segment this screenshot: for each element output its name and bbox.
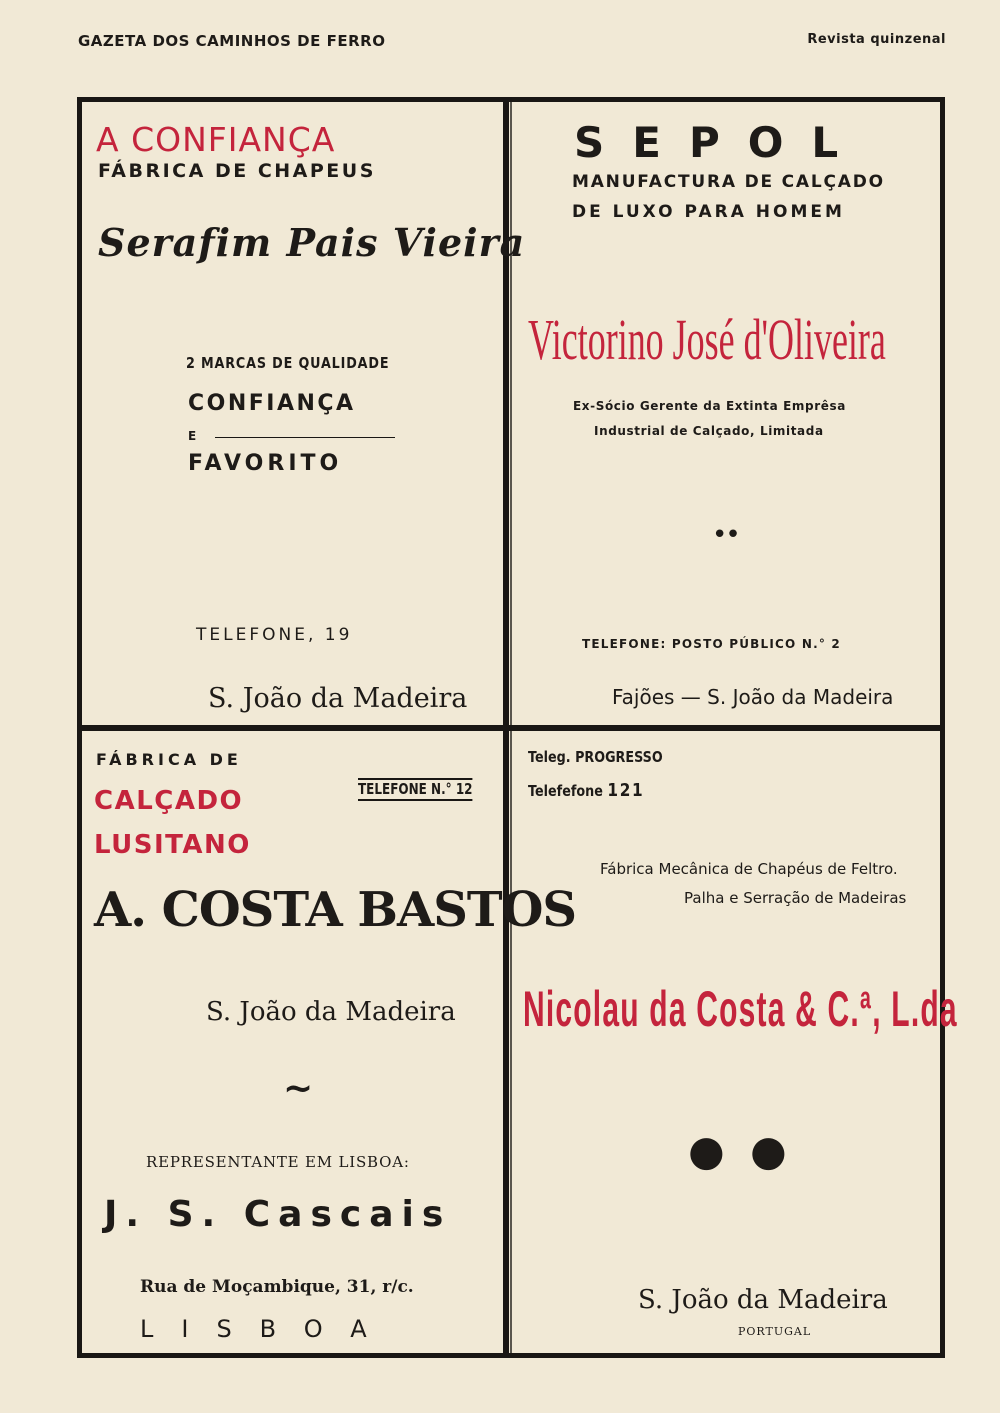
ad1-brand2: FAVORITO (188, 451, 343, 476)
ad4-desc-line1: Fábrica Mecânica de Chapéus de Feltro. (600, 860, 898, 878)
ad3-name-line2: LUSITANO (94, 830, 251, 860)
ad1-city: S. João da Madeira (208, 683, 468, 714)
ad1-subtitle: FÁBRICA DE CHAPEUS (98, 160, 376, 182)
ad2-title: SEPOL (574, 118, 867, 167)
ad2-desc-line1: Ex-Sócio Gerente da Extinta Emprêsa (573, 399, 846, 413)
ad1-conjunction: E (188, 429, 197, 443)
ad1-title: A CONFIANÇA (96, 120, 336, 159)
publication-frequency: Revista quinzenal (807, 32, 946, 47)
ad3-address: Rua de Moçambique, 31, r/c. (140, 1277, 414, 1297)
ad4-desc-line2: Palha e Serração de Madeiras (684, 889, 907, 907)
ad1-brands-label: 2 MARCAS DE QUALIDADE (186, 354, 390, 372)
ad3-owner: A. COSTA BASTOS (94, 882, 577, 938)
ad4-phone (528, 780, 644, 801)
ad3-phone: TELEFONE N.° 12 (358, 778, 473, 801)
ad4-telegram: Teleg. PROGRESSO (528, 748, 663, 766)
vertical-divider (503, 97, 509, 1353)
ad1-brand1: CONFIANÇA (188, 391, 356, 416)
ad4-city: S. João da Madeira (638, 1285, 888, 1315)
ad2-phone: TELEFONE: POSTO PÚBLICO N.° 2 (582, 637, 841, 651)
publication-title: GAZETA DOS CAMINHOS DE FERRO (78, 32, 386, 50)
ad3-ornament: ~ (283, 1068, 314, 1109)
ad4-phone-number: 121 (607, 780, 645, 801)
ad2-owner: Victorino José d'Oliveira (528, 307, 886, 372)
ad1-phone: TELEFONE, 19 (196, 625, 353, 645)
ad4-name: Nicolau da Costa & C.ª, L.da (523, 981, 958, 1037)
ad2-subtitle-line1: MANUFACTURA DE CALÇADO (572, 172, 885, 192)
ad3-name-line1: CALÇADO (94, 786, 244, 816)
ad3-city: S. João da Madeira (206, 997, 456, 1027)
ad4-phone-label: Telefefone (528, 782, 603, 800)
ad2-city: Fajões — S. João da Madeira (612, 685, 894, 709)
ad3-rep-name: J. S. Cascais (104, 1194, 452, 1235)
ad4-country: PORTUGAL (738, 1325, 812, 1338)
ad2-subtitle-line2: DE LUXO PARA HOMEM (572, 202, 845, 222)
ad3-subtitle: FÁBRICA DE (96, 750, 242, 769)
ad1-owner: Serafim Pais Vieira (98, 220, 526, 265)
ad2-ornament: •• (712, 520, 739, 550)
ad3-rep-city: LISBOA (140, 1315, 395, 1343)
vertical-divider-inner (510, 97, 512, 1353)
ad1-rule (215, 437, 395, 438)
ad4-ornament: ● ● (688, 1126, 793, 1175)
ad2-desc-line2: Industrial de Calçado, Limitada (594, 424, 824, 438)
ad3-rep-label: REPRESENTANTE EM LISBOA: (146, 1153, 410, 1171)
